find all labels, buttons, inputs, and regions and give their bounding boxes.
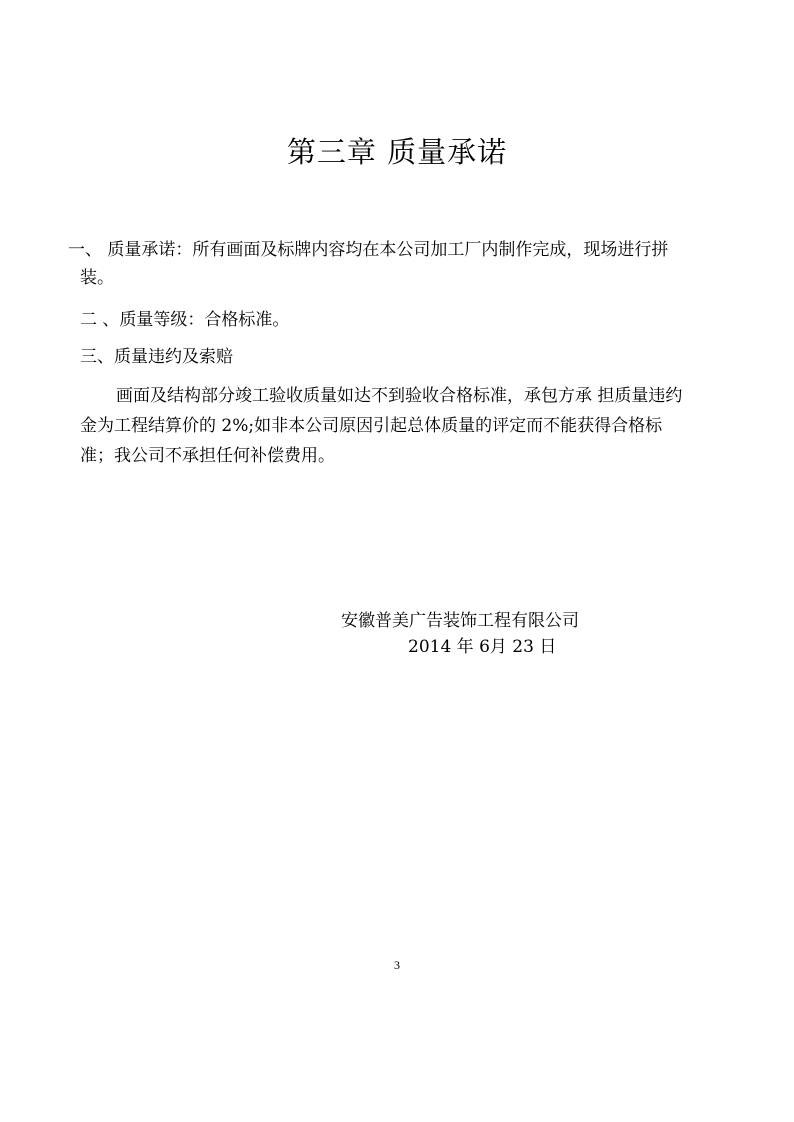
item-2: 二 、质量等级：合格标准。: [80, 310, 290, 330]
page-number: 3: [394, 958, 400, 972]
item-3-heading: 三、质量违约及索赔: [80, 347, 233, 367]
item-1-line-1: 一、 质量承诺：所有画面及标牌内容均在本公司加工厂内制作完成，现场进行拼: [68, 240, 669, 260]
chapter-title: 第三章 质量承诺: [286, 135, 508, 169]
item-3-body: 画面及结构部分竣工验收质量如达不到验收合格标准，承包方承 担质量违约金为工程结算价的 2%;如非本公司原因引起总体质量的评定而不能获得合格标准；我公司不承担任何补偿费用。: [80, 386, 683, 466]
company-signature: 安徽普美广告装饰工程有限公司: [341, 611, 579, 631]
item-1-line-2: 装。: [80, 268, 114, 288]
signature-date: 2014 年 6月 23 日: [408, 637, 557, 657]
